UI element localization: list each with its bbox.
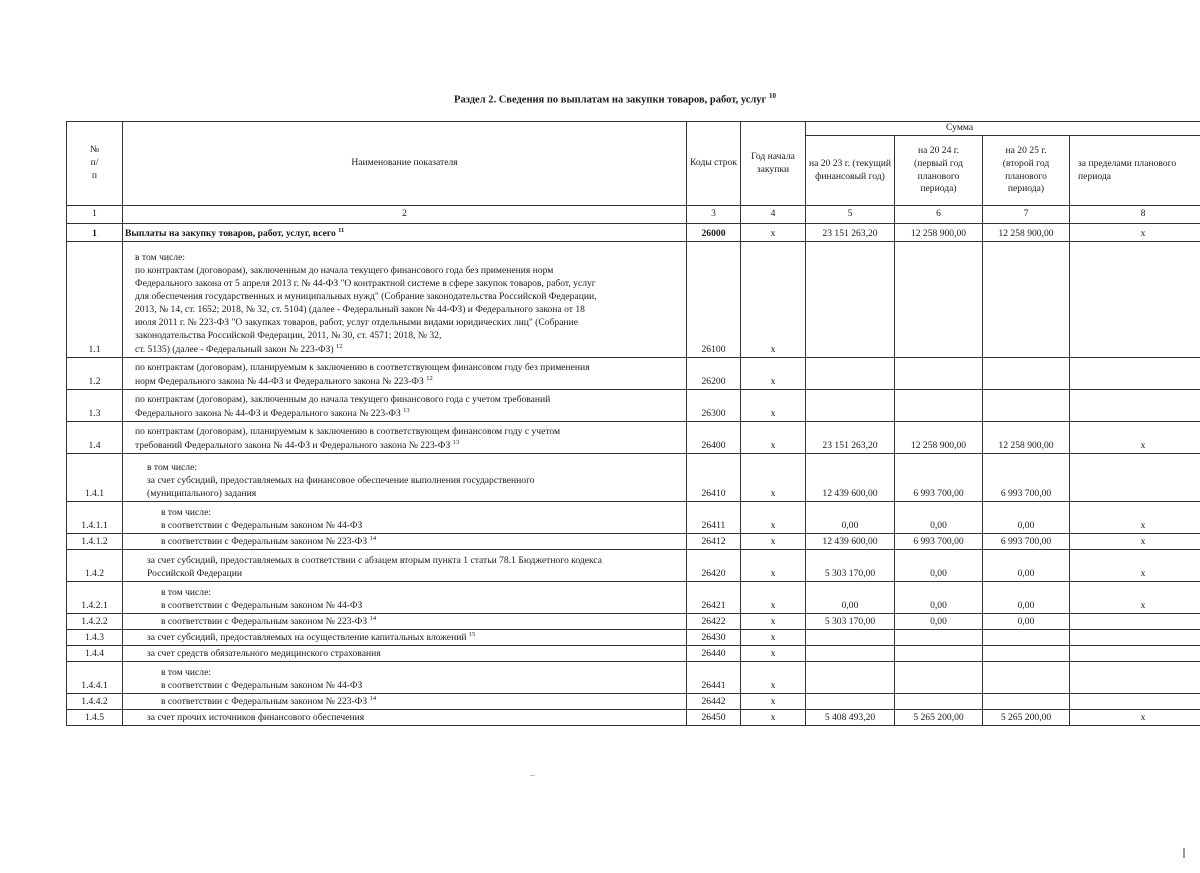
header-year1: на 20 23 г. (текущий финансовый год) bbox=[806, 136, 895, 206]
title-text: Раздел 2. Сведения по выплатам на закупки товаров, работ, услуг bbox=[454, 94, 767, 106]
cell-v3 bbox=[983, 662, 1070, 694]
table-row bbox=[67, 454, 1200, 502]
row-name-line: в том числе: bbox=[161, 507, 212, 519]
table-row bbox=[67, 550, 1200, 582]
row-name bbox=[123, 358, 687, 390]
row-name-line: 2013, № 14, ст. 1652; 2018, № 32, ст. 5104) (далее - Федеральный закон № 44-ФЗ) и Федерального закона от 18 bbox=[135, 304, 585, 316]
cell-v3: 5 265 200,00 bbox=[983, 710, 1070, 726]
cell-year: x bbox=[741, 534, 806, 550]
cell-v4: x bbox=[1070, 224, 1200, 242]
row-name-line: для обеспечения государственных и муниципальных нужд" (Собрание законодательства Российской Федерации, bbox=[135, 291, 597, 303]
cell-v2: 0,00 bbox=[895, 550, 983, 582]
table-row bbox=[67, 534, 1200, 550]
cell-v3: 0,00 bbox=[983, 502, 1070, 534]
row-name bbox=[123, 550, 687, 582]
cell-v2: 5 265 200,00 bbox=[895, 710, 983, 726]
cell-v3: 6 993 700,00 bbox=[983, 534, 1070, 550]
row-name-line bbox=[135, 439, 684, 453]
cell-code: 26440 bbox=[687, 646, 741, 662]
cell-v3: 6 993 700,00 bbox=[983, 454, 1070, 502]
cell-code: 26200 bbox=[687, 358, 741, 390]
header-num: № п/п bbox=[67, 122, 123, 206]
row-name-line bbox=[161, 695, 684, 709]
table-row bbox=[67, 614, 1200, 630]
footnote-ref: 12 bbox=[426, 374, 433, 382]
table-body bbox=[67, 224, 1200, 726]
row-name-line bbox=[135, 375, 684, 389]
cell-code: 26412 bbox=[687, 534, 741, 550]
row-name-line: (муниципального) задания bbox=[147, 488, 257, 500]
cell-v4 bbox=[1070, 454, 1200, 502]
table-row bbox=[67, 502, 1200, 534]
row-name-text: в соответствии с Федеральным законом № 223-ФЗ bbox=[161, 536, 368, 548]
cell-year: x bbox=[741, 454, 806, 502]
scan-mark bbox=[1183, 848, 1185, 858]
cell-code: 26300 bbox=[687, 390, 741, 422]
cell-v4: x bbox=[1070, 534, 1200, 550]
table-row bbox=[67, 710, 1200, 726]
row-name bbox=[123, 502, 687, 534]
footnote-ref: 15 bbox=[468, 630, 476, 638]
column-number: 7 bbox=[983, 206, 1070, 224]
row-name-line: по контрактам (договорам), заключенным до начала текущего финансового года с учетом требований bbox=[135, 393, 551, 405]
row-name bbox=[123, 454, 687, 502]
table-row bbox=[67, 662, 1200, 694]
column-number: 2 bbox=[123, 206, 687, 224]
cell-v3: 12 258 900,00 bbox=[983, 224, 1070, 242]
row-name-line bbox=[147, 631, 684, 645]
cell-v1: 23 151 263,20 bbox=[806, 422, 895, 454]
payments-table bbox=[66, 121, 1200, 726]
table-row bbox=[67, 224, 1200, 242]
column-number: 4 bbox=[741, 206, 806, 224]
cell-v2: 12 258 900,00 bbox=[895, 422, 983, 454]
column-number: 1 bbox=[67, 206, 123, 224]
cell-v2 bbox=[895, 390, 983, 422]
cell-year: x bbox=[741, 582, 806, 614]
row-name-line: по контрактам (договорам), планируемым к заключению в соответствующем финансовом году без применения bbox=[135, 361, 590, 373]
cell-v1: 0,00 bbox=[806, 502, 895, 534]
cell-v3 bbox=[983, 358, 1070, 390]
cell-v2: 0,00 bbox=[895, 614, 983, 630]
table-row bbox=[67, 630, 1200, 646]
column-number-row bbox=[67, 206, 1200, 224]
row-name-text: ст. 5135) (далее - Федеральный закон № 223-ФЗ) bbox=[135, 344, 334, 356]
cell-code: 26441 bbox=[687, 662, 741, 694]
cell-v3 bbox=[983, 630, 1070, 646]
cell-code: 26411 bbox=[687, 502, 741, 534]
row-name-line: в том числе: bbox=[161, 667, 212, 679]
cell-v1: 5 408 493,20 bbox=[806, 710, 895, 726]
row-name bbox=[123, 646, 687, 662]
cell-v1: 5 303 170,00 bbox=[806, 550, 895, 582]
cell-v2 bbox=[895, 242, 983, 358]
row-name-line: за счет субсидий, предоставляемых на финансовое обеспечение выполнения государственного bbox=[147, 475, 535, 487]
column-number: 6 bbox=[895, 206, 983, 224]
row-number: 1.4.3 bbox=[67, 630, 123, 646]
cell-v4 bbox=[1070, 662, 1200, 694]
cell-year: x bbox=[741, 646, 806, 662]
cell-code: 26450 bbox=[687, 710, 741, 726]
cell-code: 26000 bbox=[687, 224, 741, 242]
table-row bbox=[67, 646, 1200, 662]
cell-v3 bbox=[983, 646, 1070, 662]
cell-v3 bbox=[983, 390, 1070, 422]
cell-year: x bbox=[741, 710, 806, 726]
row-name bbox=[123, 242, 687, 358]
cell-v3: 12 258 900,00 bbox=[983, 422, 1070, 454]
header-year2: на 20 24 г. (первый год планового периода) bbox=[895, 136, 983, 206]
cell-v2: 0,00 bbox=[895, 582, 983, 614]
row-number: 1.4 bbox=[67, 422, 123, 454]
row-name-line bbox=[135, 343, 684, 357]
row-name-line: законодательства Российской Федерации, 2011, № 30, ст. 4571; 2018, № 32, bbox=[135, 329, 442, 341]
cell-v4: x bbox=[1070, 422, 1200, 454]
table-row bbox=[67, 582, 1200, 614]
row-number: 1.4.1 bbox=[67, 454, 123, 502]
cell-year: x bbox=[741, 630, 806, 646]
cell-v3 bbox=[983, 694, 1070, 710]
cell-code: 26442 bbox=[687, 694, 741, 710]
row-number: 1.4.4.1 bbox=[67, 662, 123, 694]
row-name-line: за счет прочих источников финансового обеспечения bbox=[147, 712, 365, 724]
cell-year: x bbox=[741, 550, 806, 582]
cell-v2: 6 993 700,00 bbox=[895, 534, 983, 550]
row-number: 1.4.2 bbox=[67, 550, 123, 582]
row-number: 1.4.1.2 bbox=[67, 534, 123, 550]
footnote-ref: 13 bbox=[403, 406, 410, 414]
cell-v3: 0,00 bbox=[983, 614, 1070, 630]
cell-year: x bbox=[741, 614, 806, 630]
footnote-ref: 13 bbox=[452, 438, 460, 446]
header-year: Год начала закупки bbox=[741, 122, 806, 206]
header-year3: на 20 25 г. (второй год планового периода) bbox=[983, 136, 1070, 206]
cell-v1: 12 439 600,00 bbox=[806, 534, 895, 550]
cell-v1 bbox=[806, 694, 895, 710]
row-number: 1.4.2.2 bbox=[67, 614, 123, 630]
row-number: 1.4.4 bbox=[67, 646, 123, 662]
cell-v4 bbox=[1070, 614, 1200, 630]
row-name-line: за счет средств обязательного медицинского страхования bbox=[147, 648, 381, 660]
cell-v1 bbox=[806, 242, 895, 358]
row-name bbox=[123, 582, 687, 614]
cell-v4 bbox=[1070, 630, 1200, 646]
header-code: Коды строк bbox=[687, 122, 741, 206]
scan-speck bbox=[530, 775, 535, 776]
cell-v1 bbox=[806, 390, 895, 422]
cell-year: x bbox=[741, 242, 806, 358]
footnote-ref: 14 bbox=[369, 694, 377, 702]
row-name-text: Федерального закона № 44-ФЗ и Федерального закона № 223-ФЗ bbox=[135, 408, 401, 420]
row-name-line: Российской Федерации bbox=[147, 568, 242, 580]
row-number: 1.1 bbox=[67, 242, 123, 358]
table-row bbox=[67, 390, 1200, 422]
row-name-line: по контрактам (договорам), заключенным до начала текущего финансового года без применения норм bbox=[135, 265, 554, 277]
row-name-text: требований Федерального закона № 44-ФЗ и Федерального закона № 223-ФЗ bbox=[135, 440, 451, 452]
cell-v1 bbox=[806, 358, 895, 390]
cell-v4: x bbox=[1070, 582, 1200, 614]
cell-year: x bbox=[741, 224, 806, 242]
row-name bbox=[123, 534, 687, 550]
cell-v3: 0,00 bbox=[983, 550, 1070, 582]
cell-v1: 5 303 170,00 bbox=[806, 614, 895, 630]
cell-code: 26422 bbox=[687, 614, 741, 630]
row-name bbox=[123, 630, 687, 646]
row-name bbox=[123, 710, 687, 726]
footnote-ref: 11 bbox=[338, 226, 345, 234]
row-name-text: в соответствии с Федеральным законом № 223-ФЗ bbox=[161, 616, 368, 628]
row-name-line: по контрактам (договорам), планируемым к заключению в соответствующем финансовом году с учетом bbox=[135, 425, 561, 437]
row-number: 1.4.2.1 bbox=[67, 582, 123, 614]
row-name bbox=[123, 224, 687, 242]
cell-v2 bbox=[895, 694, 983, 710]
cell-v2 bbox=[895, 358, 983, 390]
row-name-line: в том числе: bbox=[135, 252, 186, 264]
footnote-ref: 12 bbox=[335, 342, 343, 350]
table-row bbox=[67, 242, 1200, 358]
cell-year: x bbox=[741, 390, 806, 422]
row-name bbox=[123, 422, 687, 454]
cell-v2 bbox=[895, 662, 983, 694]
cell-v4 bbox=[1070, 646, 1200, 662]
cell-v1 bbox=[806, 662, 895, 694]
cell-v4: x bbox=[1070, 502, 1200, 534]
cell-year: x bbox=[741, 422, 806, 454]
row-name-line bbox=[135, 407, 684, 421]
cell-v2: 12 258 900,00 bbox=[895, 224, 983, 242]
row-name-line: в соответствии с Федеральным законом № 44-ФЗ bbox=[161, 520, 363, 532]
row-number: 1.4.5 bbox=[67, 710, 123, 726]
cell-v4: x bbox=[1070, 710, 1200, 726]
table-row bbox=[67, 694, 1200, 710]
cell-v4 bbox=[1070, 694, 1200, 710]
cell-code: 26430 bbox=[687, 630, 741, 646]
cell-year: x bbox=[741, 358, 806, 390]
row-name bbox=[123, 390, 687, 422]
cell-code: 26400 bbox=[687, 422, 741, 454]
cell-code: 26100 bbox=[687, 242, 741, 358]
row-name-line: в соответствии с Федеральным законом № 44-ФЗ bbox=[161, 680, 363, 692]
cell-v1: 23 151 263,20 bbox=[806, 224, 895, 242]
cell-code: 26421 bbox=[687, 582, 741, 614]
row-name-line: в том числе: bbox=[147, 462, 198, 474]
row-name-text: Выплаты на закупку товаров, работ, услуг, всего bbox=[125, 228, 336, 240]
title-footnote: 10 bbox=[768, 92, 776, 100]
cell-v2: 6 993 700,00 bbox=[895, 454, 983, 502]
table-row bbox=[67, 358, 1200, 390]
cell-v2 bbox=[895, 646, 983, 662]
cell-v1: 12 439 600,00 bbox=[806, 454, 895, 502]
table-container bbox=[66, 121, 1200, 726]
footnote-ref: 14 bbox=[369, 614, 377, 622]
cell-code: 26410 bbox=[687, 454, 741, 502]
cell-v3 bbox=[983, 242, 1070, 358]
row-name bbox=[123, 662, 687, 694]
cell-v2: 0,00 bbox=[895, 502, 983, 534]
cell-v3: 0,00 bbox=[983, 582, 1070, 614]
column-number: 3 bbox=[687, 206, 741, 224]
cell-year: x bbox=[741, 502, 806, 534]
cell-v4: x bbox=[1070, 550, 1200, 582]
header-name: Наименование показателя bbox=[123, 122, 687, 206]
table-row bbox=[67, 422, 1200, 454]
row-name-line bbox=[161, 615, 684, 629]
cell-v4 bbox=[1070, 358, 1200, 390]
cell-v4 bbox=[1070, 390, 1200, 422]
row-name-line bbox=[161, 535, 684, 549]
cell-v1: 0,00 bbox=[806, 582, 895, 614]
row-number: 1.4.4.2 bbox=[67, 694, 123, 710]
row-name-text: в соответствии с Федеральным законом № 223-ФЗ bbox=[161, 696, 368, 708]
column-number: 8 bbox=[1070, 206, 1200, 224]
row-name-line: в соответствии с Федеральным законом № 44-ФЗ bbox=[161, 600, 363, 612]
row-name-line bbox=[125, 227, 684, 241]
row-name-text: норм Федерального закона № 44-ФЗ и Федерального закона № 223-ФЗ bbox=[135, 376, 424, 388]
page-title bbox=[0, 92, 1200, 106]
column-number: 5 bbox=[806, 206, 895, 224]
cell-year: x bbox=[741, 694, 806, 710]
cell-v4 bbox=[1070, 242, 1200, 358]
row-number: 1 bbox=[67, 224, 123, 242]
cell-code: 26420 bbox=[687, 550, 741, 582]
header-beyond: за пределами планового периода bbox=[1070, 136, 1200, 206]
cell-v1 bbox=[806, 630, 895, 646]
row-name bbox=[123, 694, 687, 710]
header-sum: Сумма bbox=[806, 122, 1200, 136]
row-name-line: за счет субсидий, предоставляемых в соответствии с абзацем вторым пункта 1 статьи 78.1 Бюджетного кодекса bbox=[147, 555, 603, 567]
row-name-line: в том числе: bbox=[161, 587, 212, 599]
cell-year: x bbox=[741, 662, 806, 694]
row-name-line: Федерального закона от 5 апреля 2013 г. № 44-ФЗ "О контрактной системе в сфере закупок товаров, работ, услуг bbox=[135, 278, 596, 290]
cell-v1 bbox=[806, 646, 895, 662]
cell-v2 bbox=[895, 630, 983, 646]
row-number: 1.4.1.1 bbox=[67, 502, 123, 534]
row-name-line: июля 2011 г. № 223-ФЗ "О закупках товаров, работ, услуг отдельными видами юридических лиц" (Собрание bbox=[135, 317, 579, 328]
row-name bbox=[123, 614, 687, 630]
row-number: 1.3 bbox=[67, 390, 123, 422]
row-number: 1.2 bbox=[67, 358, 123, 390]
footnote-ref: 14 bbox=[369, 534, 377, 542]
row-name-text: за счет субсидий, предоставляемых на осуществление капитальных вложений bbox=[147, 632, 467, 644]
